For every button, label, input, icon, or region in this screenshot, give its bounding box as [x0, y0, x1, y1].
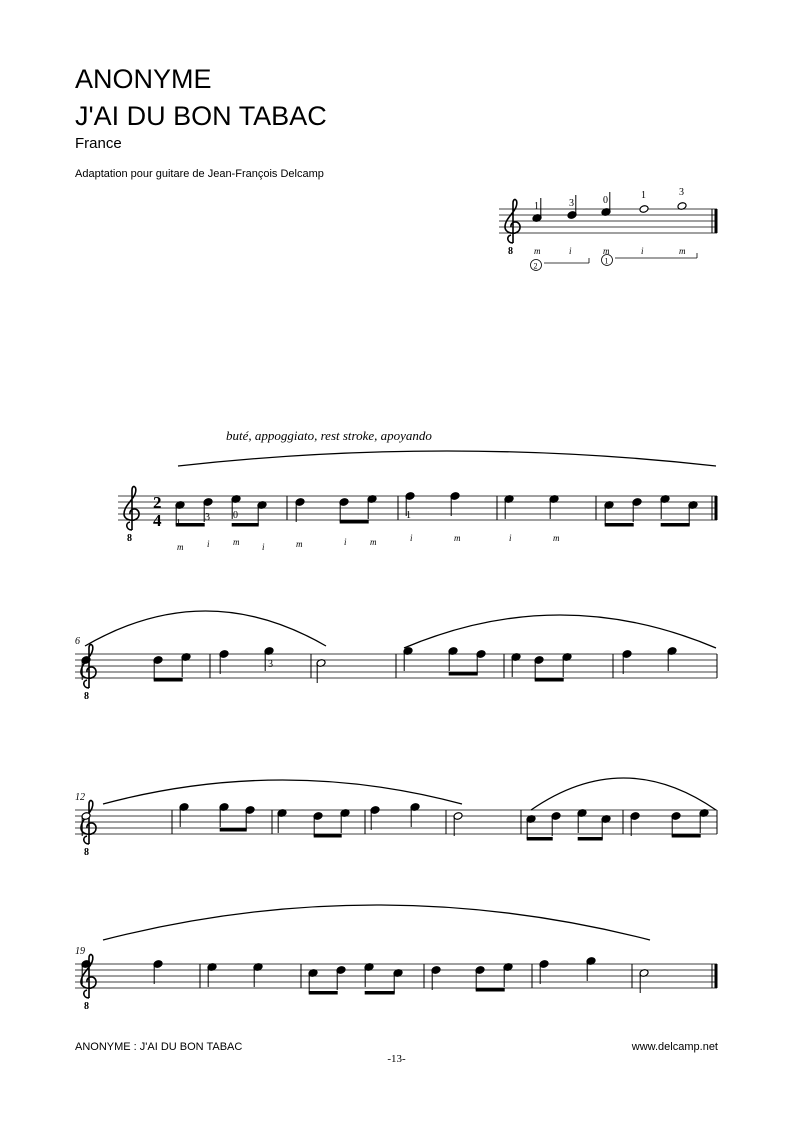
- clef-octave-8: 8: [84, 1001, 89, 1012]
- exercise-right-hand: m: [603, 246, 610, 256]
- clef-octave-8: 8: [127, 533, 132, 544]
- adaptation-credit: Adaptation pour guitare de Jean-François Delcamp: [75, 168, 324, 180]
- right-hand-fingering: m: [553, 533, 560, 543]
- right-hand-fingering: m: [454, 533, 461, 543]
- eighth-beam: [661, 523, 690, 527]
- footer-title: ANONYME : J'AI DU BON TABAC: [75, 1041, 243, 1053]
- right-hand-fingering: i: [410, 533, 413, 543]
- exercise-fingering: 3: [679, 187, 684, 198]
- measure-number: 12: [75, 792, 85, 803]
- eighth-beam: [314, 834, 342, 838]
- exercise-fingering: 0: [603, 195, 608, 206]
- phrase-slur: [178, 451, 716, 466]
- phrase-slur: [531, 778, 716, 810]
- exercise-right-hand: i: [569, 246, 572, 256]
- left-hand-fingering: 3: [205, 512, 210, 523]
- staff-system: [75, 810, 717, 834]
- string-number-1: 1: [604, 256, 609, 266]
- eighth-beam: [449, 672, 478, 676]
- exercise-right-hand: m: [534, 246, 541, 256]
- composer-name: ANONYME: [75, 64, 212, 94]
- left-hand-fingering: 1: [176, 518, 181, 529]
- phrase-slur: [103, 905, 650, 940]
- left-hand-fingering: 1: [406, 510, 411, 521]
- eighth-beam: [365, 991, 395, 995]
- final-barline-thick: [715, 496, 718, 520]
- exercise-fingering: 1: [534, 201, 539, 212]
- measure-number: 19: [75, 946, 85, 957]
- exercise-right-hand: m: [679, 246, 686, 256]
- clef-octave-8: 8: [84, 847, 89, 858]
- eighth-beam: [232, 523, 259, 527]
- right-hand-fingering: m: [233, 537, 240, 547]
- time-signature-top: 2: [153, 493, 162, 512]
- exercise-note: [639, 205, 649, 214]
- eighth-beam: [605, 523, 634, 527]
- final-barline-thick: [715, 209, 718, 233]
- page-number: -13-: [387, 1053, 406, 1065]
- eighth-beam: [578, 837, 603, 841]
- eighth-beam: [309, 991, 338, 995]
- eighth-beam: [154, 678, 183, 682]
- eighth-beam: [340, 520, 369, 524]
- exercise-fingering: 3: [569, 198, 574, 209]
- expression-text: buté, appoggiato, rest stroke, apoyando: [226, 428, 432, 443]
- footer-website: www.delcamp.net: [631, 1041, 718, 1053]
- eighth-beam: [672, 834, 701, 838]
- string-number-2: 2: [533, 261, 538, 271]
- phrase-slur: [85, 611, 326, 646]
- phrase-slur: [103, 780, 462, 804]
- clef-octave-8: 8: [84, 691, 89, 702]
- right-hand-fingering: m: [370, 537, 377, 547]
- left-hand-fingering: 3: [268, 659, 273, 670]
- left-hand-fingering: 0: [233, 510, 238, 521]
- right-hand-fingering: i: [262, 542, 265, 552]
- right-hand-fingering: i: [509, 533, 512, 543]
- clef-octave-8: 8: [508, 246, 513, 257]
- right-hand-fingering: i: [344, 537, 347, 547]
- exercise-fingering: 1: [641, 190, 646, 201]
- piece-title: J'AI DU BON TABAC: [75, 101, 327, 131]
- piece-origin: France: [75, 135, 122, 152]
- exercise-right-hand: i: [641, 246, 644, 256]
- measure-number: 6: [75, 636, 80, 647]
- eighth-beam: [535, 678, 564, 682]
- time-signature-bottom: 4: [153, 511, 162, 530]
- right-hand-fingering: i: [207, 539, 210, 549]
- final-barline-thick: [715, 964, 718, 988]
- eighth-beam: [476, 988, 505, 992]
- phrase-slur: [404, 615, 716, 648]
- right-hand-fingering: m: [177, 542, 184, 552]
- right-hand-fingering: m: [296, 539, 303, 549]
- eighth-beam: [527, 837, 553, 841]
- eighth-beam: [220, 828, 247, 832]
